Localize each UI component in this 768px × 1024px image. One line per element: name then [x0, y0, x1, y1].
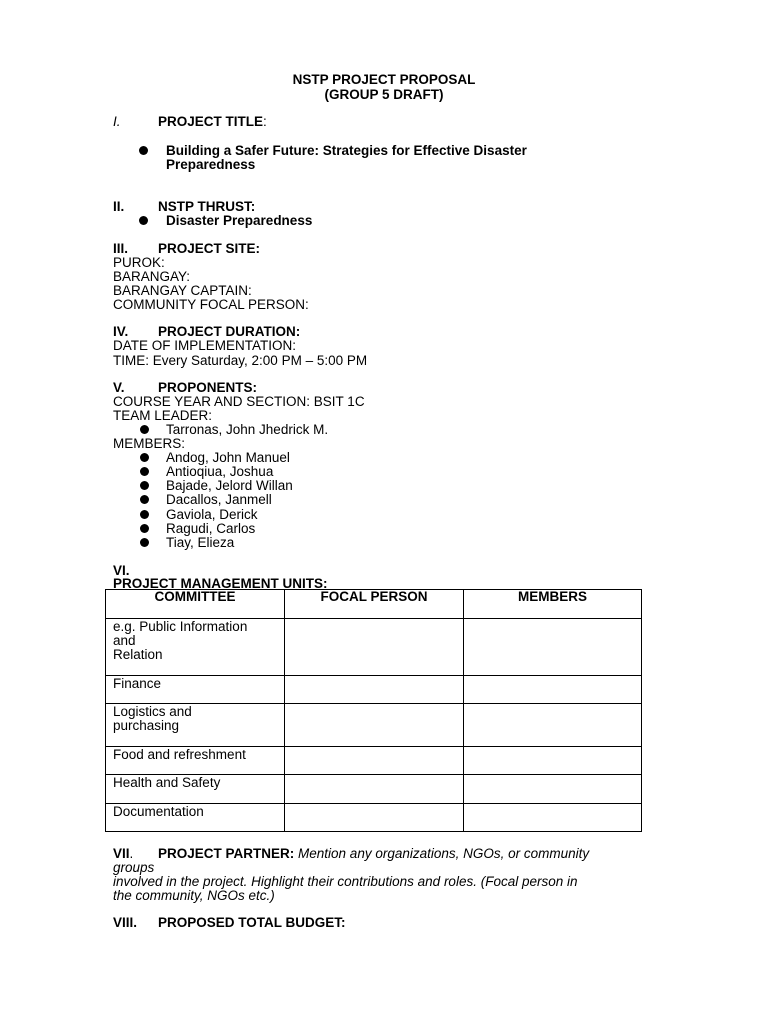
member-item: Tiay, Elieza — [166, 535, 235, 550]
section-3-number: III. — [113, 241, 129, 256]
bullet-icon — [139, 146, 148, 155]
bullet-icon — [140, 467, 149, 476]
purok-label: PUROK: — [113, 255, 165, 270]
table-row — [106, 747, 642, 775]
section-4-heading: PROJECT DURATION: — [158, 324, 301, 339]
table-row — [106, 804, 642, 832]
member-item: Dacallos, Janmell — [166, 492, 272, 507]
section-6-number: VI. — [113, 563, 130, 578]
bullet-icon — [139, 216, 148, 225]
project-management-units-table — [105, 589, 642, 832]
members-cell[interactable] — [464, 676, 642, 704]
focal-person-cell[interactable] — [285, 804, 464, 832]
committee-name: Finance — [113, 676, 162, 691]
member-item: Gaviola, Derick — [166, 507, 258, 522]
section-1-number: I. — [113, 114, 121, 129]
bullet-icon — [140, 524, 149, 533]
focal-person-cell[interactable] — [285, 676, 464, 704]
section-4-number: IV. — [113, 324, 129, 339]
committee-cell — [106, 676, 285, 704]
section-6-heading: PROJECT MANAGEMENT UNITS: — [113, 576, 328, 591]
member-item: Ragudi, Carlos — [166, 521, 256, 536]
project-title-line1: Building a Safer Future: Strategies for Effective Disaster — [166, 143, 527, 158]
document-subtitle: (GROUP 5 DRAFT) — [324, 87, 444, 102]
focal-person-cell[interactable] — [285, 619, 464, 676]
project-partner-text-4: the community, NGOs etc.) — [113, 888, 275, 903]
team-leader-label: TEAM LEADER: — [113, 408, 213, 423]
section-3-heading: PROJECT SITE: — [158, 241, 261, 256]
section-7-number-wrap — [113, 847, 133, 861]
section-7-number: VII — [113, 846, 130, 861]
bullet-icon — [140, 453, 149, 462]
table-row — [106, 676, 642, 704]
members-cell[interactable] — [464, 619, 642, 676]
project-partner-text-2: groups — [113, 860, 155, 875]
focal-person-cell[interactable] — [285, 747, 464, 775]
table-header-row — [106, 590, 642, 619]
date-of-implementation-label: DATE OF IMPLEMENTATION: — [113, 338, 297, 353]
section-5-heading: PROPONENTS: — [158, 380, 258, 395]
nstp-thrust-item: Disaster Preparedness — [166, 213, 313, 228]
column-header-members: MEMBERS — [464, 590, 642, 619]
project-partner-text-3: involved in the project. Highlight their contributions and roles. (Focal person in — [113, 874, 578, 889]
section-1-heading: PROJECT TITLE — [158, 114, 264, 129]
barangay-label: BARANGAY: — [113, 269, 191, 284]
committee-cell — [106, 704, 285, 747]
committee-cell — [106, 747, 285, 775]
barangay-captain-label: BARANGAY CAPTAIN: — [113, 283, 252, 298]
committee-name: Food and refreshment — [113, 747, 246, 762]
section-2-heading: NSTP THRUST: — [158, 199, 256, 214]
column-header-committee: COMMITTEE — [106, 590, 285, 619]
project-partner-text-1: Mention any organizations, NGOs, or community — [298, 846, 590, 861]
table-row — [106, 775, 642, 804]
table-row — [106, 704, 642, 747]
committee-name: Health and Safety — [113, 775, 221, 790]
focal-person-cell[interactable] — [285, 704, 464, 747]
time-label: TIME: Every Saturday, 2:00 PM – 5:00 PM — [113, 353, 368, 368]
committee-cell — [106, 775, 285, 804]
course-section-label: COURSE YEAR AND SECTION: BSIT 1C — [113, 394, 365, 409]
committee-cell — [106, 804, 285, 832]
members-cell[interactable] — [464, 775, 642, 804]
section-5-number: V. — [113, 380, 125, 395]
bullet-icon — [140, 495, 149, 504]
bullet-icon — [140, 481, 149, 490]
committee-name: Logistics and purchasing — [113, 704, 192, 733]
focal-person-cell[interactable] — [285, 775, 464, 804]
members-cell[interactable] — [464, 747, 642, 775]
members-cell[interactable] — [464, 704, 642, 747]
section-7-heading: PROJECT PARTNER: — [158, 846, 295, 861]
section-1-heading-wrap — [158, 115, 267, 129]
committee-cell — [106, 619, 285, 676]
member-item: Bajade, Jelord Willan — [166, 478, 293, 493]
document-title: NSTP PROJECT PROPOSAL — [292, 72, 476, 87]
team-leader-name: Tarronas, John Jhedrick M. — [166, 422, 329, 437]
member-item: Antioqiua, Joshua — [166, 464, 274, 479]
members-cell[interactable] — [464, 804, 642, 832]
community-focal-label: COMMUNITY FOCAL PERSON: — [113, 297, 309, 312]
section-7-line1-wrap — [158, 847, 589, 861]
section-8-number: VIII. — [113, 915, 138, 930]
bullet-icon — [140, 510, 149, 519]
members-label: MEMBERS: — [113, 436, 186, 451]
section-7-dot: . — [129, 846, 134, 861]
bullet-icon — [140, 425, 149, 434]
section-2-number: II. — [113, 199, 125, 214]
bullet-icon — [140, 538, 149, 547]
section-8-heading: PROPOSED TOTAL BUDGET: — [158, 915, 346, 930]
column-header-focal-person: FOCAL PERSON — [285, 590, 464, 619]
table-row — [106, 619, 642, 676]
member-item: Andog, John Manuel — [166, 450, 290, 465]
section-1-colon: : — [263, 114, 267, 129]
committee-name: e.g. Public Information and Relation — [113, 619, 248, 662]
project-title-line2: Preparedness — [166, 157, 256, 172]
committee-name: Documentation — [113, 804, 204, 819]
